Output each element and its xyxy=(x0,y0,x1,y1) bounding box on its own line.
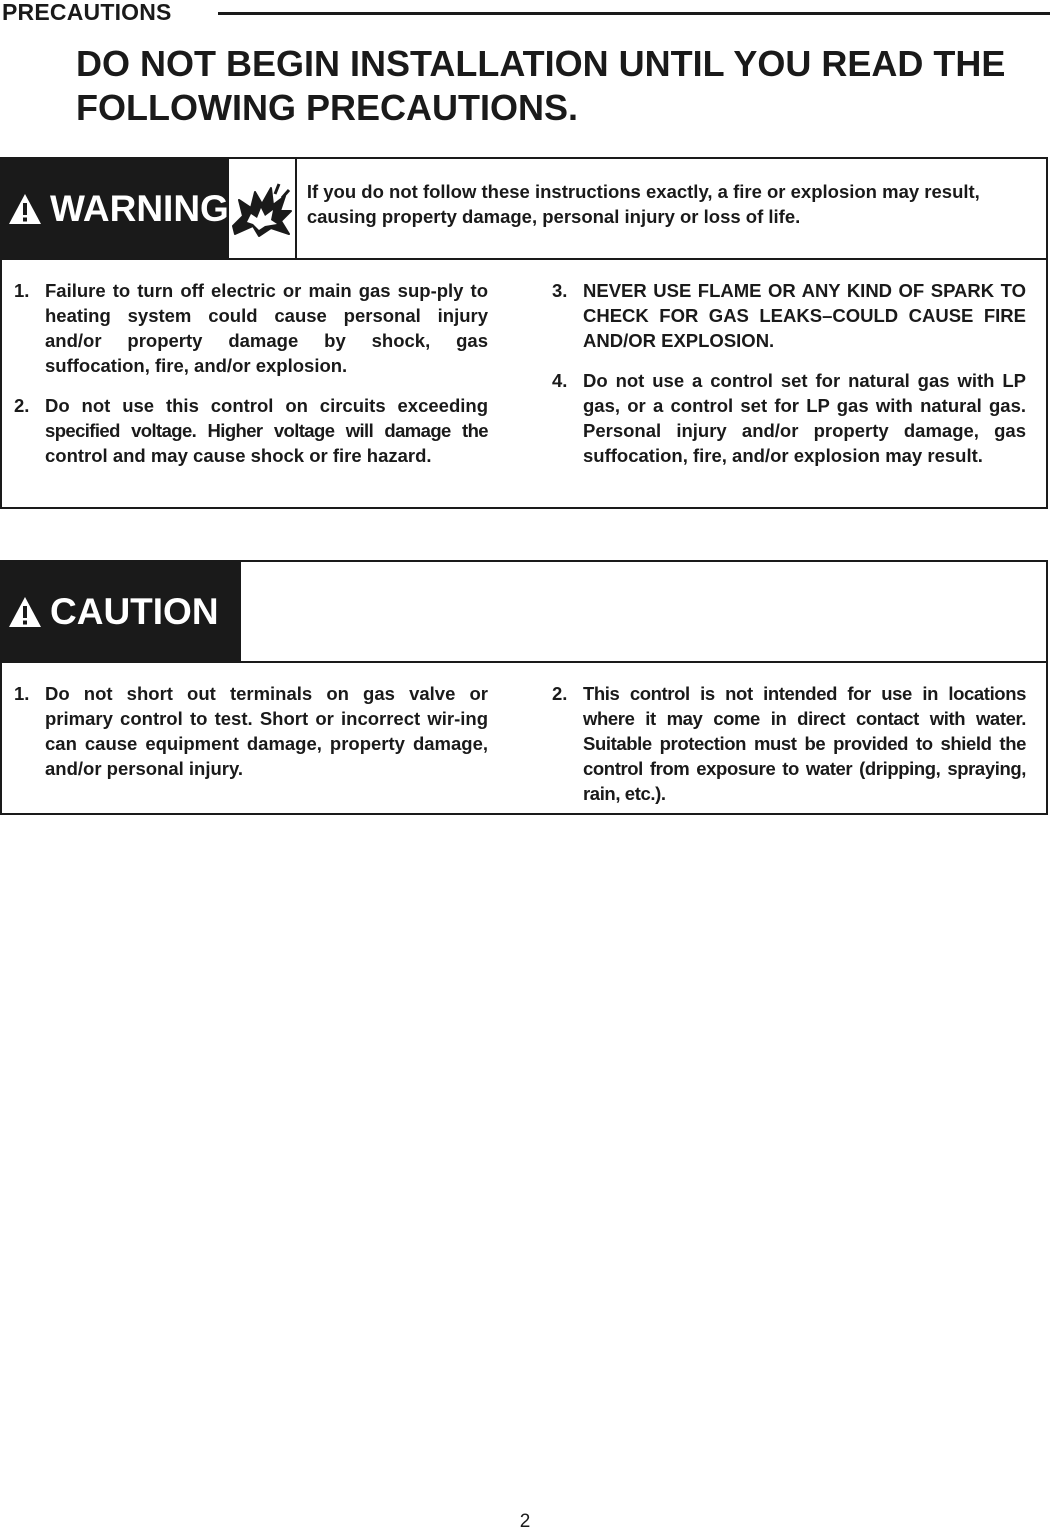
warning-box xyxy=(0,157,1048,509)
item-number: 2. xyxy=(14,395,30,416)
warning-signal-panel xyxy=(2,159,229,258)
item-text: This control is not intended for use in locations where it may come in direct contact with water. Suitable protection must be provided to shield the control from exposure to water (dripping, spraying, rain, etc.). xyxy=(583,683,1026,804)
warning-item-3 xyxy=(552,278,1026,353)
warning-item-2 xyxy=(14,393,488,468)
caution-signal-word: CAUTION xyxy=(50,590,219,632)
warning-col-left xyxy=(14,278,488,483)
item-number: 2. xyxy=(552,683,568,704)
warning-item-4 xyxy=(552,368,1026,468)
warning-triangle-icon xyxy=(8,192,42,226)
item-text: Failure to turn off electric or main gas sup-ply to heating system could cause personal injury and/or property damage by shock, gas suffocation, fire, and/or explosion. xyxy=(45,280,488,376)
caution-col-right xyxy=(552,681,1026,821)
caution-header xyxy=(2,562,1046,663)
item-text: NEVER USE FLAME OR ANY KIND OF SPARK TO CHECK FOR GAS LEAKS–COULD CAUSE FIRE AND/OR EXPLOSION. xyxy=(583,280,1026,351)
page-number: 2 xyxy=(519,1511,531,1532)
item-text: Do not short out terminals on gas valve or primary control to test. Short or incorrect wir-ing can cause equipment damage, property damage, and/or personal injury. xyxy=(45,683,488,779)
item-text-line: Do not use this control on circuits exceeding xyxy=(45,395,488,416)
caution-triangle-icon xyxy=(8,595,42,629)
caution-signal-panel xyxy=(2,562,241,661)
item-number: 1. xyxy=(14,280,30,301)
item-number: 3. xyxy=(552,280,568,301)
explosion-icon xyxy=(229,178,295,240)
item-number: 1. xyxy=(14,683,30,704)
item-text-line: control and may cause shock or fire hazard. xyxy=(45,445,432,466)
section-rule xyxy=(218,12,1050,15)
item-text-line: specified voltage. Higher voltage will damage the xyxy=(45,420,488,441)
caution-item-1 xyxy=(14,681,488,781)
section-header xyxy=(0,0,1050,28)
warning-header xyxy=(2,159,1046,260)
item-text: Do not use a control set for natural gas with LP gas, or a control set for LP gas with natural gas. Personal injury and/or property damage, gas suffocation, fire, and/or explosion may result. xyxy=(583,370,1026,466)
warning-col-right xyxy=(552,278,1026,483)
warning-signal-word: WARNING xyxy=(50,187,229,229)
explosion-symbol-cell xyxy=(229,159,297,258)
caution-item-2 xyxy=(552,681,1026,806)
item-number: 4. xyxy=(552,370,568,391)
caution-col-left xyxy=(14,681,488,796)
item-text xyxy=(45,393,488,468)
section-title: PRECAUTIONS xyxy=(2,0,172,25)
warning-item-1 xyxy=(14,278,488,378)
caution-box xyxy=(0,560,1048,815)
warning-header-text: If you do not follow these instructions exactly, a fire or explosion may result, causing property damage, personal injury or loss of life. xyxy=(306,181,980,227)
main-heading: DO NOT BEGIN INSTALLATION UNTIL YOU READ THE FOLLOWING PRECAUTIONS. xyxy=(76,43,1006,128)
